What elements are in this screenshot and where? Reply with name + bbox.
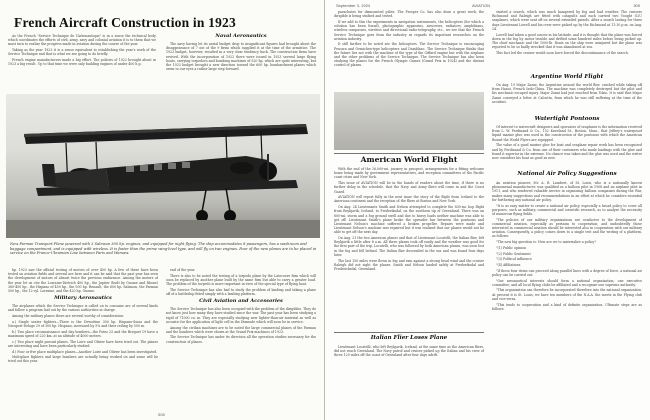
paragraph: This issue of AVIATION will be in the hands of readers about the time, if there is no further delay in the schedule, that the Navy and Army fliers will come in and the Coast Guard. [334, 181, 484, 194]
italian-body [334, 345, 484, 415]
paragraph: a.) Single seater fighters—There is the Dewoitine 300 hp. Hispano-Suiza and the Nieuport-Delage 29 of 300 hp. Hispano, increased by 5% and their ceiling by 500 m. [8, 319, 158, 329]
divider [334, 332, 484, 333]
paragraph: The last 150 miles were flown in fog and rain against a strong head wind and the cruiser Raleigh did not sight the planes. Smith and Nelson landed safely at Frederiksdal and Fredericksdal, Greenland. [334, 258, 484, 271]
paragraph: Taking as the year 1923 it is a sense equivalent to establishing the year's work of the Service Technique and that is what we are going to do briefly. [8, 48, 156, 57]
list-item: "(3) Political influence [496, 257, 532, 262]
transport-plane-photo [6, 94, 320, 238]
paragraph: There is also to be noted the testing of a torpedo plane by the Latecoere firm which will soon be replaced by another plane built by the same firm but able to carry a greater load. The problem of the torpedo is more important in view of the special type of flying boat. [166, 273, 316, 287]
paragraph: The Service Technique has under its direction all the operation studies necessary for the construction of planes. [166, 335, 316, 344]
paragraph: b.) Two place reconnaissance and day bombers—the Potez 25 and the Breguet 19 have a maximum speed of 220 km. at an altitude of 4000 meters. [8, 329, 158, 338]
nal-body [492, 181, 642, 415]
paragraph: "The new big question is: How are we to materialize a policy? [496, 240, 596, 245]
divider [334, 153, 484, 154]
article-heading-watertight: Watertight Pontoons [534, 116, 600, 122]
world-flight-body [334, 167, 484, 329]
left-col2-bottom [166, 268, 316, 410]
paragraph: On Aug. 21 the two American planes and that of Lieutenant Locatelli, the Italian flier, left Reykjavik a little after 8 a.m. All three planes took off easily and the weather was good for the first part of the trip. Locatelli, who was followed by both American planes, was soon lost in the fog and fell behind. The Italian flier descended in the sea and was found four days later. [334, 236, 484, 257]
paragraph: hp. 1923 saw the official testing of motors of over 400 hp. A few of these have been tested on aviation fields and several are here and it can be said that the past year has seen the development of motors of almost twice the previous endurance. Among the motors of the year let us cite the Lorraine-Dietrich 400 hp., the Jupiter (built by Gnome and Rhone) 380-400 hp., the Hispano of 450 hp., the 500 hp. Renault, the 600 hp. Salmson, the Farman 500 hp., the 12-cyl. Lorraine, and the 420 hp. Gnome. [8, 268, 158, 294]
header-title: AVIATION [472, 3, 491, 8]
paragraph: end of the year. [170, 268, 196, 272]
paragraph: Lowell had taken a good course in his latitude, and it is thought that the plane was forced down in the fog by motor trouble and drifted some hundred miles before being picked up. The chief mechanic and the 1000-lb. floats on the ship were uninjured but the plane was reported to be so badly wrecked that it was abandoned at sea. [492, 32, 642, 50]
paragraph: The Service Technique has also been occupied with the problem of the dirigibles. They do not know just how many they have studied since the war. The past year has been studying a rigid of 71000 cu. m. They are especially studying new lighter-than-air material as well as acoustic for the application of light cell in the Dixmude which will soon be in service. [166, 307, 316, 324]
section-heading-civil: Civil Aviation and Accessories [199, 298, 283, 305]
article-heading-italian: Italian Flier Loses Plane [370, 335, 448, 341]
paragraph: Among the civilian machines are to be noted the large commercial planes of the Farman and the bombers which were shown at the Grand Prix machines of 1923. [166, 325, 316, 334]
article-photo [334, 92, 484, 150]
watertight-body [492, 125, 642, 168]
paragraph: Among the military planes there are several worthy of consideration: [12, 314, 124, 319]
section-heading-military: Military Aeronautics [54, 295, 112, 302]
header-page: 309 [633, 3, 640, 8]
paragraph: d.) Four or five place multiplace planes—Another Loire and Olivier has been investigated. [12, 349, 158, 354]
list-item: "(4) Affiliations [496, 262, 521, 267]
paragraph: Of interest to watercraft designers and operators of seaplanes is the information received from L. W. Ferdinand & Co., 152 Kneeland St., Boston, Mass., that Jeffery's waterproof liquid marine glue was used in the construction of the pontoons with which the American Round the World Flyers are equipped. [492, 125, 642, 142]
paragraph: If we add to this the experiments in navigation instruments, the helicopters (for which a solution has been found), photographic apparatus, airscrews, radiators, amphibians, wireless compasses, wireless and directional radio-telegraphy, etc., we see that the French Service Technique goes from the industry as regards its important researches on the aviation industry. [334, 19, 484, 41]
paragraph: It still further to be noted are the helicopters. The Service Technique is encouraging Pescara and Oemichen-type helicopters and Damblanc. The Service Technique thinks that the future lies not with the machine of the type of the Giffard engine but with the airplane and the other problems of the Service Technique. The Service Technique has also been studying the planes for the French Olympic Games (Grand Prix in 1924) and the distant control of planes. [334, 42, 484, 68]
paragraph: The airplanes which the Service Technique is called on to consume are of several kinds and follow a program laid out by the various authorities in charge. [8, 304, 158, 313]
paragraph: "This tends to cooperation and a kind of definite organization. Ultimate steps are as follows: [492, 302, 642, 311]
paragraph: "If these four items can proceed along parallel lines with a degree of force, a national air policy can be carried out. [492, 268, 642, 277]
paragraph: French engine manufacturers made a big effort. The policies of 1922 brought about in 1923 a big result. Up to that time we were only building engines of under 400 h.p. [8, 58, 156, 67]
page-title: French Aircraft Construction in 1923 [14, 15, 236, 30]
paragraph: "Our aeronautical interests should form a national organization; one executive committee; and all local flying clubs be affiliated and a recognize one supreme authority. [492, 278, 642, 287]
paragraph: "The policies of our military organizations are conducive to the development of commercial aviation, especially as pertains to cooperation; and undoubtedly those interested in commercial aviation should be interested also in cooperation with our military aviation. Consequently, a policy comes down to a single test and the writing of a platform, as follows: [492, 217, 642, 239]
airplane-illustration [6, 94, 320, 238]
right-page [326, 0, 650, 420]
paragraph: c.) Two place night pursuit planes. The Loire and Olivier have been tried out. The planes are interesting and have been particularly studied. [8, 339, 158, 348]
paragraph: AVIATION will report fully in the next issue the story of the flight from Iceland to the American continent and the reception of the fliers at Boston and New York. [334, 195, 484, 204]
paragraph: On Aug. 19 Major Zanni, the Argentine around the world flier, crashed while taking off from Hanoi, French Indo-China. The machine was completely destroyed but the pilot and his mechanic escaped injury. Major Zanni had just reached from Tokio. It is said that Major Zanni conveyed a letter at Calcutta, from which he was still suffering at the time of the accident. [492, 83, 642, 104]
article-heading-argentine: Argentine World Flight [530, 74, 604, 80]
paragraph: Multiplace fighters and large bombers are actually being worked on and some will be tried out this year. [8, 355, 158, 364]
paragraph: This fact led the cruiser would soon have forced the discontinuance of the search. [496, 50, 629, 55]
photo-caption: New Farman Transport Plane powered with 3 Salmson 300 hp. engines, and equipped for night flying. The ship accommodates 8 passengers, has a washroom and baggage compartment, and is equipped with wireless. It is faster than the prime wing-level type, and will fly on two engines. Four of the new planes are to be placed in service on the France-Ukrainian Line between Paris and Warsaw. [10, 242, 317, 256]
left-col2-intro [166, 31, 316, 93]
argentine-body [492, 83, 642, 113]
left-col1-intro [8, 34, 156, 92]
paragraph: An aviation pioneer, Mr. A. R. Lambert, of St. Louis, who is a nationally known phenomenal manufacturer, was qualified as a balloon pilot in 1908 and an airplane pilot in 1911, and who rendered valuable service in organizing balloon companies during the War, makes many suggestions and recommendations in an effort at which he considers essential for furthering any national air policy. [492, 181, 642, 202]
right-col2-top [492, 10, 642, 72]
paragraph: As the French "Service Technique de l'Aéronautique" is in a sense the technical body which coordinates the efforts of civil, army, navy and colonial aviation it is to them that we must turn to realize the progress made in aviation during the course of the year. [8, 34, 156, 47]
paragraph: "This organization can therefore be incorporated therefore into the national organization. At present it is St. Louis, we have ten members of the N.A.A. the meets in the Flying club and vice-versa. [492, 288, 642, 301]
paragraph: parachutes for dismounted pilots. The Prosper Co. has also done a great work, the dirigible is being studied and tested. [334, 10, 484, 19]
paragraph: The value of a good marine glue for boat and seaplane repair work has been recognized and by Ferdinand & Co. from one of their customers who made landings with the glue and found it superior in the extreme. No chance was taken and the glue was used and the writer now considers his boat as good as new. [492, 143, 642, 160]
list-item: "(2) Public Sentiment [496, 251, 531, 256]
left-col1-bottom [8, 268, 158, 410]
paragraph: started a search, which was much hampered by fog and bad weather. The cruisers Richmond and Raleigh are fitted with catapults and each carried two Vought O2U seaplanes, which were sent off on several extended patrols. After a search lasting for three days Lieutenant Lowell and his crew were picked up by the Richmond at 11:30 p.m. on Aug. 24. [492, 10, 642, 31]
article-heading-nal: National Air Policy Suggestions [517, 171, 617, 177]
right-col1-top [334, 10, 484, 90]
section-heading-naval: Naval Aeronautics [215, 33, 267, 39]
paragraph: The navy having let its aerial budget drop to insignificant figures had brought about the disappearance of 7 out of the 9 firms which supplied it at the time of the armistice. The 1923 budget, however, resulted in a very clear tendency back. The construction firms have revived. With the incorporation of 1922 there were issued in 1923 several large flying boats, carrying torpedoes and bombing machines of 520 hp. which are quite interesting, but the 1923 budget brought a new direction toward the 600 hp. bombardment planes which seem to our eyes a rather large step forward. [166, 42, 316, 72]
header-date: September 3, 1924 [336, 3, 371, 8]
article-heading-world-flight: American World Flight [360, 155, 458, 164]
paragraph: The Service Technique has also had to study the problem of landing and taking a plane off of a battleship fitted simply with a landing platform. [166, 287, 316, 297]
paragraph: With the end of the 26,000-mi. journey in prospect, arrangements for a fitting welcome home being made by government representatives, and reception committees of the Pacific coast cities and New York. [334, 167, 484, 180]
left-page-number: 508 [158, 412, 165, 417]
paragraph: On Aug. 24 Lieutenants Smith and Nelson attempted to complete the 830-mi. hop flight from Reykjavik, Iceland, to Frederiksdal, on the southern tip of Greenland. There was an 800-mi. storm and a fog ground swell and due to heavy loads neither machine was able to get off. Lieutenant Smith's plane broke the spreader bar between the pontoons and Lieutenant Nelson's machine suffered a broken propeller. Repairs were made and Lieutenant Nelson's machine was repaired but it was realized that our planes would not be able to get off the next day. [334, 205, 484, 235]
paragraph: Lieutenant Locatelli, who left Reykjavik, Iceland, at the same time as the American fliers, did not reach Greenland. The Navy patrol and cruiser picked up the Italian and his crew of three 120 miles off the coast of Greenland after four days adrift. [334, 345, 484, 358]
list-item: "(1) Public opinion [496, 245, 527, 250]
paragraph: "It is as easy matter to create a national air policy, especially a broad policy to cover all purposes, such as military, commercial and scientific research, as to analyze the necessity of numerous flying fields. [492, 203, 642, 216]
